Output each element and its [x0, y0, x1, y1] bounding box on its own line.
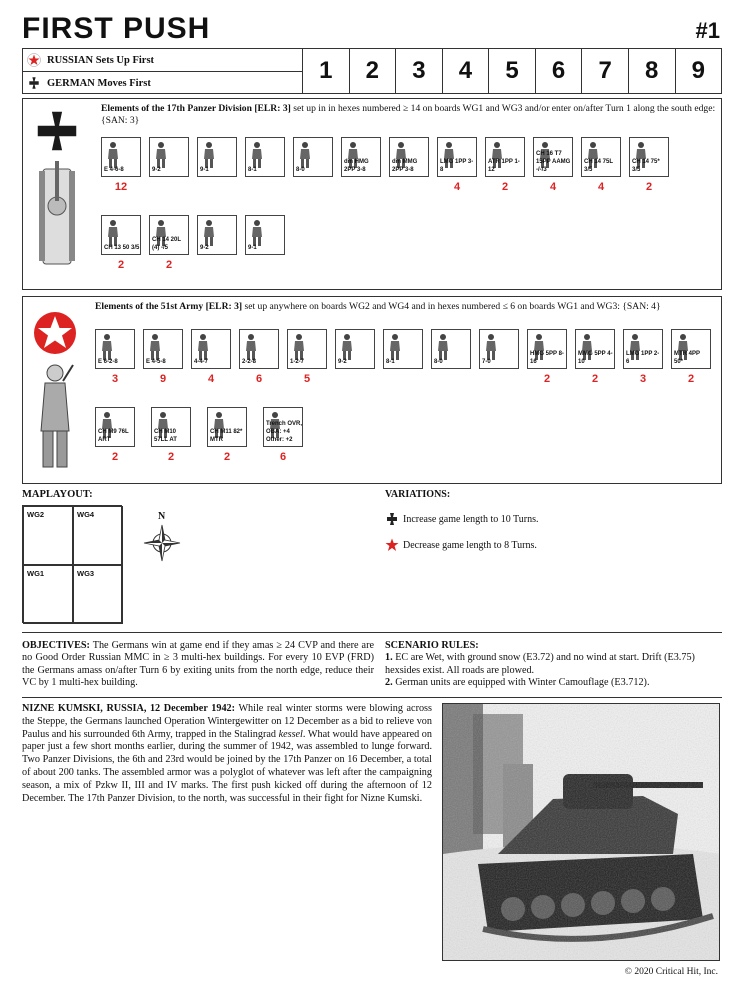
unit-figure-icon [387, 333, 403, 361]
unit-figure-icon [249, 141, 265, 169]
section-divider [22, 697, 722, 698]
unit-counter-label: 1-2-7 [290, 359, 305, 365]
history-heading: NIZNE KUMSKI, RUSSIA, 12 December 1942: [22, 703, 236, 714]
unit-quantity: 2 [687, 373, 695, 385]
unit-counter [95, 329, 135, 369]
unit-counter-label: 9-1 [200, 167, 209, 173]
unit-quantity: 4 [453, 181, 461, 193]
unit-counter-label: CH 14 75* 3/5 [632, 159, 660, 173]
unit-counter [623, 329, 663, 369]
unit-counter-label: LMG 1PP 2-6 [626, 351, 660, 365]
unit-counter-label: 2-2-8 [242, 359, 257, 365]
unit-counter-label: 8-0 [434, 359, 443, 365]
unit-counter [629, 137, 669, 177]
unit-counter [293, 137, 333, 177]
unit-figure-icon [243, 333, 259, 361]
rule-1 [385, 652, 725, 677]
unit-counter [191, 329, 231, 369]
unit-counter [101, 215, 141, 255]
compass-rose-icon [143, 524, 181, 562]
variations-block [385, 489, 539, 552]
russian-oob-section [22, 296, 722, 484]
unit-counter [383, 329, 423, 369]
copyright-text: © 2020 Critical Hit, Inc. [624, 967, 718, 977]
panzer-tank-photo-icon [443, 704, 720, 961]
objectives-heading: OBJECTIVES: [22, 640, 90, 651]
unit-quantity: 2 [167, 451, 175, 463]
board-wg4: WG4 [73, 506, 123, 565]
unit-quantity: 2 [117, 259, 125, 271]
unit-counter [149, 215, 189, 255]
unit-figure-icon [297, 141, 313, 169]
rule-2 [385, 677, 725, 689]
unit-figure-icon [105, 141, 121, 169]
unit-counter-label: E 4-5-8 [146, 359, 166, 365]
map-layout-heading: MAPLAYOUT: [22, 489, 93, 500]
unit-quantity: 9 [159, 373, 167, 385]
unit-counter-label: E 4-6-8 [104, 167, 124, 173]
unit-counter [575, 329, 615, 369]
unit-quantity: 5 [303, 373, 311, 385]
unit-counter [341, 137, 381, 177]
unit-counter [527, 329, 567, 369]
turn-box-8: 8 [628, 49, 675, 93]
unit-figure-icon [201, 219, 217, 247]
unit-quantity: 2 [543, 373, 551, 385]
unit-quantity: 3 [111, 373, 119, 385]
unit-counter [245, 137, 285, 177]
unit-counter [671, 329, 711, 369]
unit-quantity: 2 [501, 181, 509, 193]
board-wg3: WG3 [73, 565, 123, 624]
unit-counter-label: 9-2 [152, 167, 161, 173]
russian-setup-rules: set up anywhere on boards WG2 and WG4 and in hexes numbered ≤ 6 on boards WG1 and WG3: {SAN: 4} [242, 301, 661, 312]
turn-box-1: 1 [319, 57, 333, 84]
unit-counter-label: CH 14 20L (4) -/5 [152, 237, 181, 251]
scenario-rules-block [385, 640, 725, 689]
iron-cross-emblem-icon [35, 109, 79, 153]
russian-setup-text [95, 301, 717, 313]
unit-counter-label: HMG 5PP 8-16 [530, 351, 564, 365]
unit-counter [335, 329, 375, 369]
unit-counter-label: CH M10 57LL AT [154, 429, 177, 443]
unit-quantity: 2 [591, 373, 599, 385]
unit-counter [143, 329, 183, 369]
unit-counter-label: CH 14 75L 3/5 [584, 159, 613, 173]
variation-russian-text: Decrease game length to 8 Turns. [403, 539, 537, 551]
unit-counter [287, 329, 327, 369]
unit-counter-label: MMG 5PP 4-10 [578, 351, 613, 365]
unit-figure-icon [339, 333, 355, 361]
unit-counter [581, 137, 621, 177]
variation-german-text: Increase game length to 10 Turns. [403, 513, 539, 525]
unit-counter-label: MTR 4PP 50* [674, 351, 700, 365]
iron-cross-icon [27, 76, 41, 90]
unit-counter-label: 9-1 [248, 245, 257, 251]
unit-quantity: 2 [111, 451, 119, 463]
unit-counter [245, 215, 285, 255]
unit-counter [485, 137, 525, 177]
unit-counter [207, 407, 247, 447]
german-setup-text [101, 103, 717, 127]
scenario-number: #1 [695, 18, 720, 43]
variation-german [385, 512, 539, 526]
unit-counter-label: E 6-2-8 [98, 359, 118, 365]
turn-track [303, 49, 721, 93]
history-kessel-term: kessel [278, 728, 303, 740]
unit-quantity: 2 [165, 259, 173, 271]
german-tank-illustration-icon [37, 161, 77, 271]
turn-box-5: 5 [488, 49, 535, 93]
rule-2-text: German units are equipped with Winter Camouflage (E3.712). [392, 676, 650, 688]
red-star-icon [385, 538, 399, 552]
history-text-1: While real winter storms were blowing across the Steppe, the Germans launched Operation Wintergewitter on 12 December as a bid to relieve von Paulus and his surrounded 6th Army, trapped in the Stalingrad [22, 703, 432, 740]
russian-side-text: RUSSIAN Sets Up First [47, 54, 155, 66]
unit-counter [389, 137, 429, 177]
unit-quantity: 2 [645, 181, 653, 193]
unit-quantity: 4 [549, 181, 557, 193]
unit-figure-icon [201, 141, 217, 169]
unit-counter [197, 137, 237, 177]
variation-russian [385, 538, 539, 552]
soviet-star-emblem-icon [33, 311, 77, 355]
sides-panel [23, 49, 303, 93]
rules-heading: SCENARIO RULES: [385, 640, 479, 651]
unit-counter-label: 8-1 [248, 167, 257, 173]
turn-box-6: 6 [535, 49, 582, 93]
variations-heading: VARIATIONS: [385, 489, 451, 500]
turn-box-2: 2 [349, 49, 396, 93]
turn-box-4: 4 [442, 49, 489, 93]
iron-cross-icon [385, 512, 399, 526]
soviet-soldier-illustration-icon [35, 361, 75, 471]
unit-counter-label: 8-1 [386, 359, 395, 365]
unit-counter-label: 4-4-7 [194, 359, 209, 365]
unit-quantity: 6 [279, 451, 287, 463]
unit-counter [151, 407, 191, 447]
german-setup-unit: Elements of the 17th Panzer Division [ELR: 3] [101, 103, 291, 114]
german-oob-section [22, 98, 722, 290]
unit-quantity: 6 [255, 373, 263, 385]
unit-counter [197, 215, 237, 255]
objectives-block [22, 640, 374, 689]
unit-counter-label: CH M11 82* MTR [210, 429, 243, 443]
unit-counter-label: 7-0 [482, 359, 491, 365]
german-side-text: GERMAN Moves First [47, 77, 151, 89]
unit-counter-label: ATR 1PP 1-12 [488, 159, 520, 173]
unit-counter-label: LMG 1PP 3-8 [440, 159, 474, 173]
rule-1-text: EC are Wet, with ground snow (E3.72) and no wind at start. Drift (E3.75) hexsides exist. All roads are plowed. [385, 652, 695, 676]
unit-counter-label: dm HMG 2PP 3-8 [344, 159, 369, 173]
unit-counter [431, 329, 471, 369]
historical-photo [442, 703, 720, 961]
unit-quantity: 2 [223, 451, 231, 463]
board-wg2: WG2 [23, 506, 73, 565]
unit-counter [149, 137, 189, 177]
unit-quantity: 12 [114, 181, 128, 193]
unit-figure-icon [435, 333, 451, 361]
unit-counter-label: Trench OVR, OBA: +4 Other: +2 [266, 421, 303, 443]
unit-counter-label: CH 13 50 3/5 [104, 245, 140, 251]
unit-quantity: 3 [639, 373, 647, 385]
russian-side-row [23, 49, 302, 71]
unit-figure-icon [105, 219, 121, 247]
unit-counter-label: CH M9 76L ART [98, 429, 129, 443]
turn-record-bar [22, 48, 722, 94]
unit-figure-icon [291, 333, 307, 361]
compass-north-label: N [158, 511, 166, 522]
unit-counter [533, 137, 573, 177]
german-setup-rules: set up in in hexes numbered ≥ 14 on boards WG1 and WG3 and/or enter on/after Turn 1 along the south edge: {SAN: 3} [101, 103, 716, 126]
turn-box-9: 9 [675, 49, 722, 93]
section-divider [22, 632, 722, 633]
unit-counter-label: CH 16 T7 15PP AAMG -/-/3 [536, 151, 571, 173]
map-layout-diagram [22, 505, 122, 623]
unit-figure-icon [147, 333, 163, 361]
unit-counter [479, 329, 519, 369]
unit-figure-icon [153, 141, 169, 169]
objectives-text: The Germans win at game end if they amas ≥ 24 CVP and there are no Good Order Russian MMC in ≥ 3 multi-hex buildings. For every 10 EVP (FRD) the Germans amass on/after Turn 6 by exiting units from the north edge, reduce their VC by 1 multi-hex building. [22, 640, 374, 688]
red-star-icon [27, 53, 41, 67]
turn-box-7: 7 [581, 49, 628, 93]
rule-1-number: 1. [385, 652, 393, 664]
history-text-2: . What would have appeared on paper just a few short months earlier, during the summer of 1942, was assembled to lunge forward. Two Panzer Divisions, the 6th and 23rd would be joined by the 17th Panzer on 16 December, a total of about 200 tanks. The assembled armor was a polyglot of whatever was left after the campaigning season, a mix of Pzkw II, III and IV marks. The first push kicked off during the afternoon of 12 December. The 17th Panzer Division, to the north, was successful in their fight for Nizne Kumski. [22, 728, 432, 804]
russian-setup-unit: Elements of the 51st Army [ELR: 3] [95, 301, 243, 312]
unit-figure-icon [249, 219, 265, 247]
unit-counter-label: 9-2 [338, 359, 347, 365]
unit-counter [437, 137, 477, 177]
historical-background [22, 703, 432, 805]
scenario-title: FIRST PUSH [22, 12, 211, 45]
board-wg1: WG1 [23, 565, 73, 624]
rule-2-number: 2. [385, 676, 393, 688]
unit-quantity: 4 [597, 181, 605, 193]
unit-counter [263, 407, 303, 447]
unit-counter-label: dm MMG 2PP 3-8 [392, 159, 418, 173]
unit-figure-icon [99, 333, 115, 361]
unit-figure-icon [483, 333, 499, 361]
turn-box-3: 3 [395, 49, 442, 93]
german-side-row [23, 71, 302, 94]
unit-quantity: 4 [207, 373, 215, 385]
unit-figure-icon [195, 333, 211, 361]
unit-counter [239, 329, 279, 369]
unit-counter [95, 407, 135, 447]
unit-counter-label: 8-0 [296, 167, 305, 173]
unit-counter-label: 9-2 [200, 245, 209, 251]
unit-counter [101, 137, 141, 177]
